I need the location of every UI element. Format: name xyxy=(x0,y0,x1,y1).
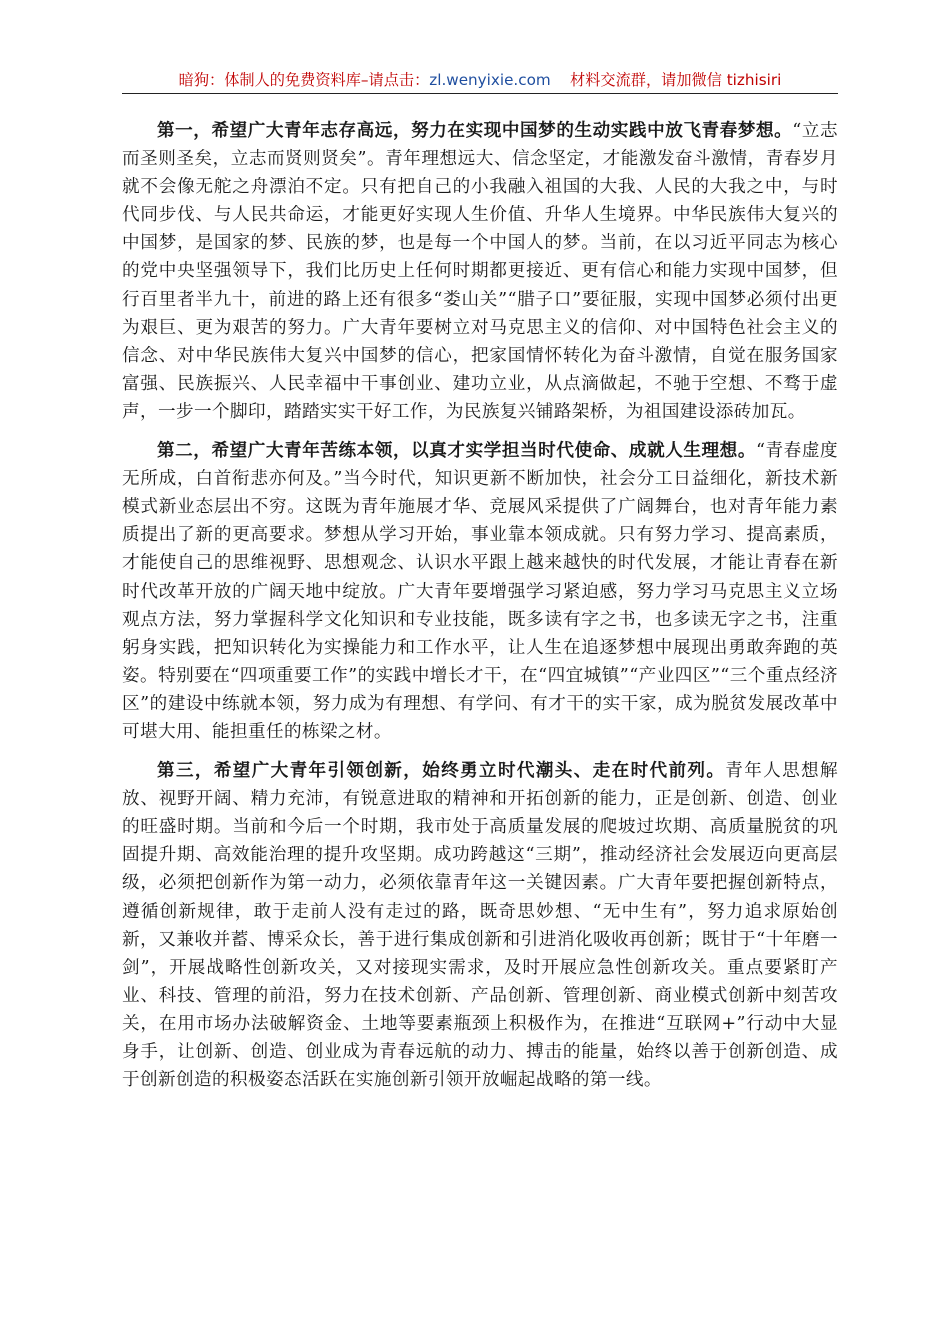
page-header xyxy=(122,68,838,92)
paragraph-2 xyxy=(122,437,838,746)
paragraph-2-lead: 第二，希望广大青年苦练本领，以真才实学担当时代使命、成就人生理想。 xyxy=(157,440,756,462)
paragraph-3-body: 青年人思想解放、视野开阔、精力充沛，有锐意进取的精神和开拓创新的能力，正是创新、创造、创业的旺盛时期。当前和今后一个时期，我市处于高质量发展的爬坡过坎期、高质量脱贫的巩固提升期、高效能治理的提升攻坚期。成功跨越这“三期”，推动经济社会发展迈向更高层级，必须把创新作为第一动力，必须依靠青年这一关键因素。广大青年要把握创新特点，遵循创新规律，敢于走前人没有走过的路，既奇思妙想、“无中生有”，努力追求原始创新，又兼收并蓄、博采众长，善于进行集成创新和引进消化吸收再创新；既甘于“十年磨一剑”，开展战略性创新攻关，又对接现实需求，及时开展应急性创新攻关。重点要紧盯产业、科技、管理的前沿，努力在技术创新、产品创新、管理创新、商业模式创新中刻苦攻关，在用市场办法破解资金、土地等要素瓶颈上积极作为，在推进“互联网+”行动中大显身手，让创新、创造、创业成为青春远航的动力、搏击的能量，始终以善于创新创造、成于创新创造的积极姿态活跃在实施创新引领开放崛起战略的第一线。 xyxy=(122,761,838,1091)
click-prompt: –请点击： xyxy=(360,71,430,89)
paragraph-1-body: “立志而圣则圣矣，立志而贤则贤矣”。青年理想远大、信念坚定，才能激发奋斗激情，青春岁月就不会像无舵之舟漂泊不定。只有把自己的小我融入祖国的大我、人民的大我之中，与时代同步伐、与人民共命运，才能更好实现人生价值、升华人生境界。中华民族伟大复兴的中国梦，是国家的梦、民族的梦，也是每一个中国人的梦。当前，在以习近平同志为核心的党中央坚强领导下，我们比历史上任何时期都更接近、更有信心和能力实现中国梦，但行百里者半九十，前进的路上还有很多“娄山关”“腊子口”要征服，实现中国梦必须付出更为艰巨、更为艰苦的努力。广大青年要树立对马克思主义的信仰、对中国特色社会主义的信念、对中华民族伟大复兴中国梦的信心，把家国情怀转化为奋斗激情，自觉在服务国家富强、民族振兴、人民幸福中干事创业、建功立业，从点滴做起，不驰于空想、不骛于虚声，一步一个脚印，踏踏实实干好工作，为民族复兴铺路架桥，为祖国建设添砖加瓦。 xyxy=(122,121,838,422)
document-body xyxy=(122,117,838,1105)
site-url-link[interactable]: zl.wenyixie.com xyxy=(429,71,551,89)
paragraph-1-lead: 第一，希望广大青年志存高远，努力在实现中国梦的生动实践中放飞青春梦想。 xyxy=(157,120,793,141)
paragraph-1 xyxy=(122,117,838,426)
header-divider xyxy=(122,93,838,94)
paragraph-2-body: “青春虚度无所成，白首衔悲亦何及。”当今时代，知识更新不断加快，社会分工日益细化，新技术新模式新业态层出不穷。这既为青年施展才华、竞展风采提供了广阔舞台，也对青年能力素质提出了新的更高要求。梦想从学习开始，事业靠本领成就。只有努力学习、提高素质，才能使自己的思维视野、思想观念、认识水平跟上越来越快的时代发展，才能让青春在新时代改革开放的广阔天地中绽放。广大青年要增强学习紧迫感，努力学习马克思主义立场观点方法，努力掌握科学文化知识和专业技能，既多读有字之书，也多读无字之书，注重躬身实践，把知识转化为实操能力和工作水平，让人生在追逐梦想中展现出勇敢奔跑的英姿。特别要在“四项重要工作”的实践中增长才干，在“四宜城镇”“产业四区”“三个重点经济区”的建设中练就本领，努力成为有理想、有学问、有才干的实干家，成为脱贫发展改革中可堪大用、能担重任的栋梁之材。 xyxy=(122,441,838,742)
group-note: 材料交流群，请加微信 tizhisiri xyxy=(570,71,782,89)
paragraph-3-lead: 第三，希望广大青年引领创新，始终勇立时代潮头、走在时代前列。 xyxy=(157,760,726,782)
paragraph-3 xyxy=(122,757,838,1094)
site-name: 暗狗：体制人的免费资料库 xyxy=(178,71,361,89)
